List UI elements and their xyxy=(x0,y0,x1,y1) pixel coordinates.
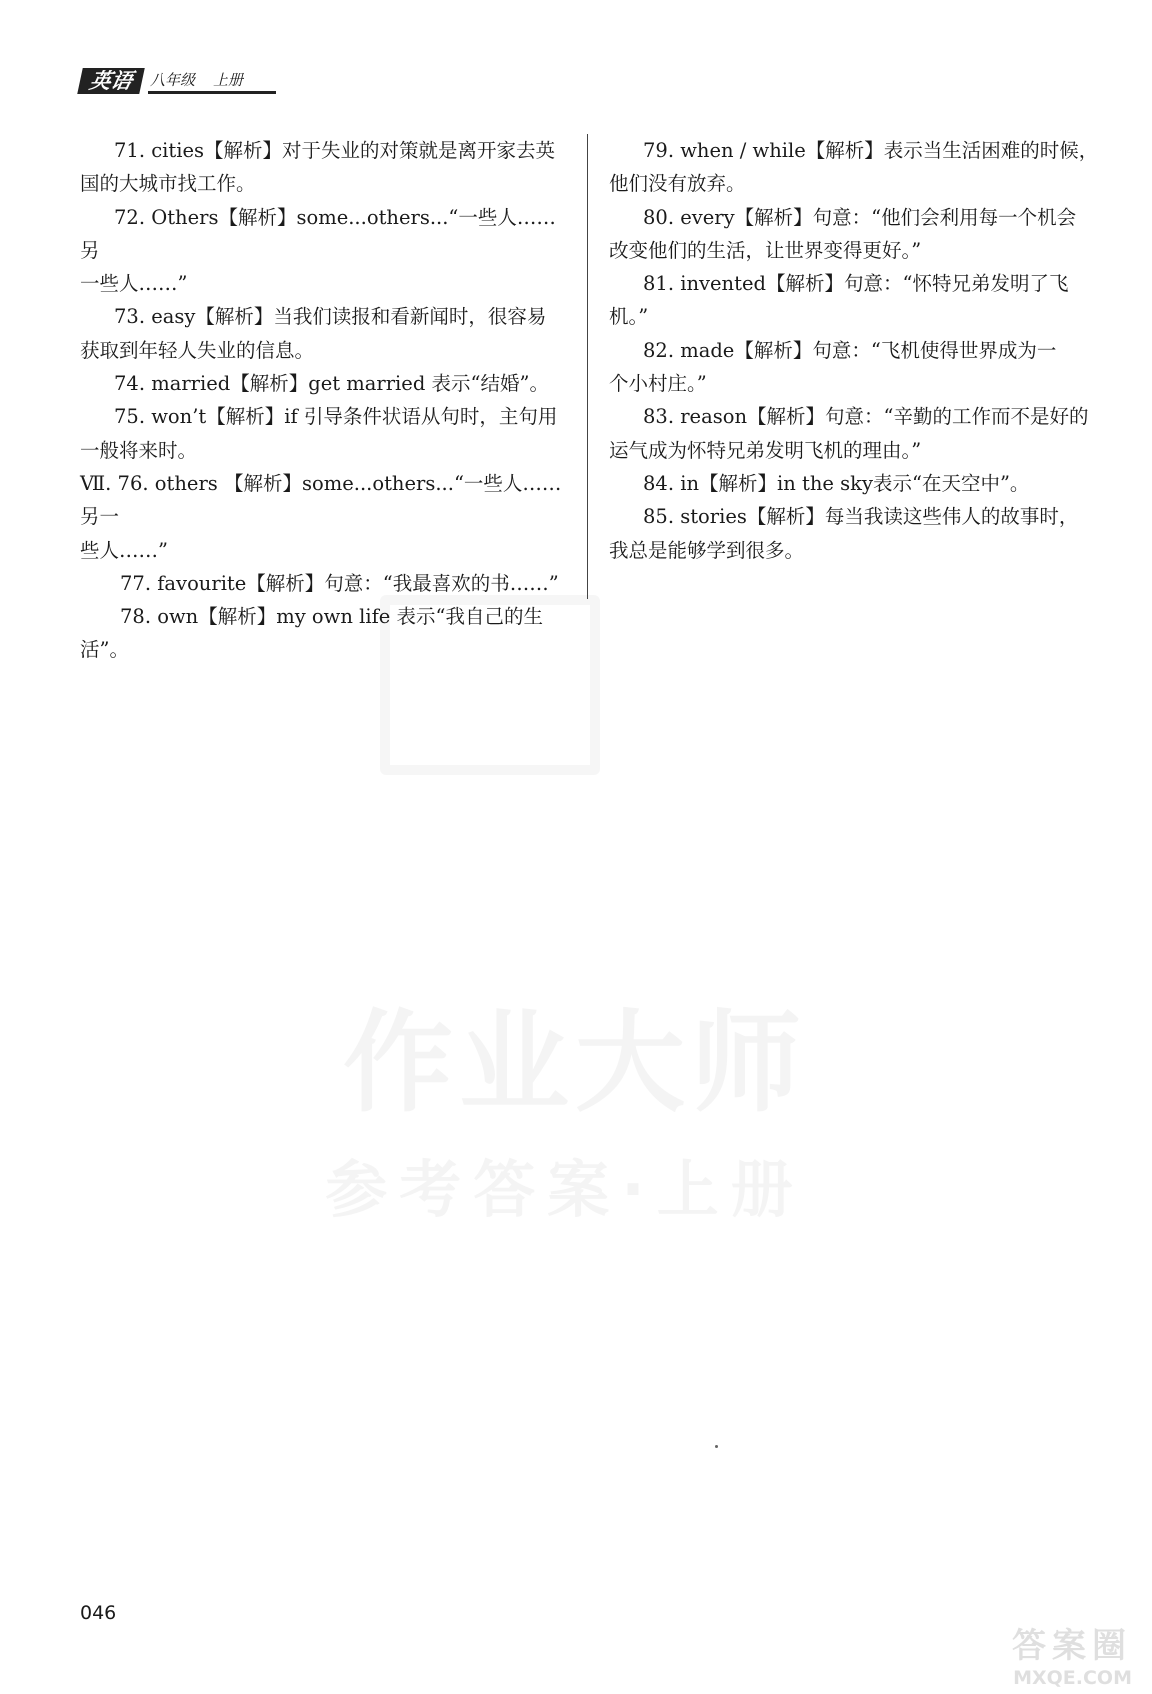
answer-line: 77. favourite【解析】句意：“我最喜欢的书……” xyxy=(120,571,559,595)
answer-column-left xyxy=(80,134,575,667)
answer-column-right xyxy=(609,134,1104,567)
answer-line: 个小村庄。” xyxy=(609,372,707,396)
answer-item xyxy=(80,367,575,400)
answer-line: 84. in【解析】in the sky表示“在天空中”。 xyxy=(643,471,1030,495)
answer-line: 79. when / while【解析】表示当生活困难的时候， xyxy=(643,139,1099,162)
answer-item xyxy=(609,500,1104,567)
answer-line: 74. married【解析】get married 表示“结婚”。 xyxy=(114,372,549,396)
answer-item xyxy=(80,400,575,467)
subject-label: 英语 xyxy=(77,68,145,94)
running-header xyxy=(80,66,276,94)
answer-line: 85. stories【解析】每当我读这些伟人的故事时， xyxy=(643,505,1079,529)
volume-text: 上册 xyxy=(213,71,244,89)
column-divider xyxy=(587,134,588,599)
answer-line: 81. invented【解析】句意：“怀特兄弟发明了飞 xyxy=(643,272,1069,296)
answer-item xyxy=(609,134,1104,201)
answer-item xyxy=(609,334,1104,401)
answer-line: 83. reason【解析】句意：“辛勤的工作而不是好的 xyxy=(643,405,1089,429)
site-watermark-url: MXQE.COM xyxy=(1013,1667,1132,1689)
answer-item xyxy=(80,201,575,301)
answer-line: 他们没有放弃。 xyxy=(609,172,746,196)
grade-label xyxy=(148,70,276,94)
answer-line: 一些人……” xyxy=(80,272,188,296)
answer-line: 机。” xyxy=(609,305,649,329)
answer-line: 一般将来时。 xyxy=(80,438,198,462)
watermark-title xyxy=(340,975,810,1133)
answer-item xyxy=(80,300,575,367)
answer-item xyxy=(609,201,1104,268)
answer-item xyxy=(80,134,575,201)
answer-line: 72. Others【解析】some...others...“一些人……另 xyxy=(80,205,556,262)
answer-line: 82. made【解析】句意：“飞机使得世界成为一 xyxy=(643,338,1057,362)
answer-item xyxy=(609,467,1104,500)
answer-line: 78. own【解析】my own life 表示“我自己的生 xyxy=(120,605,543,629)
answer-line: 75. won’t【解析】if 引导条件状语从句时，主句用 xyxy=(114,405,558,429)
answer-line: Ⅶ. 76. others 【解析】some...others...“一些人……另一 xyxy=(80,471,562,529)
grade-text: 八年级 xyxy=(150,71,196,89)
answer-line: 改变他们的生活，让世界变得更好。” xyxy=(609,238,922,262)
answer-line: 71. cities【解析】对于失业的对策就是离开家去英 xyxy=(114,139,555,162)
answer-line: 获取到年轻人失业的信息。 xyxy=(80,338,315,362)
answer-line: 80. every【解析】句意：“他们会利用每一个机会 xyxy=(643,205,1077,229)
page-number: 046 xyxy=(80,1602,117,1624)
answer-line: 些人……” xyxy=(80,538,168,562)
answer-line: 运气成为怀特兄弟发明飞机的理由。” xyxy=(609,438,922,462)
watermark-subtitle xyxy=(280,1140,850,1229)
answer-item xyxy=(80,467,575,567)
answer-item xyxy=(80,600,575,667)
answer-line: 我总是能够学到很多。 xyxy=(609,538,805,562)
answer-item xyxy=(80,567,575,600)
answer-item xyxy=(609,267,1104,334)
site-watermark xyxy=(957,1618,1132,1689)
answer-item xyxy=(609,400,1104,467)
answer-line: 国的大城市找工作。 xyxy=(80,172,256,196)
stray-dot xyxy=(715,1445,718,1448)
answer-line: 73. easy【解析】当我们读报和看新闻时，很容易 xyxy=(114,305,547,329)
answer-line: 活”。 xyxy=(80,638,129,662)
site-watermark-title: 答案圈 xyxy=(1012,1626,1132,1666)
